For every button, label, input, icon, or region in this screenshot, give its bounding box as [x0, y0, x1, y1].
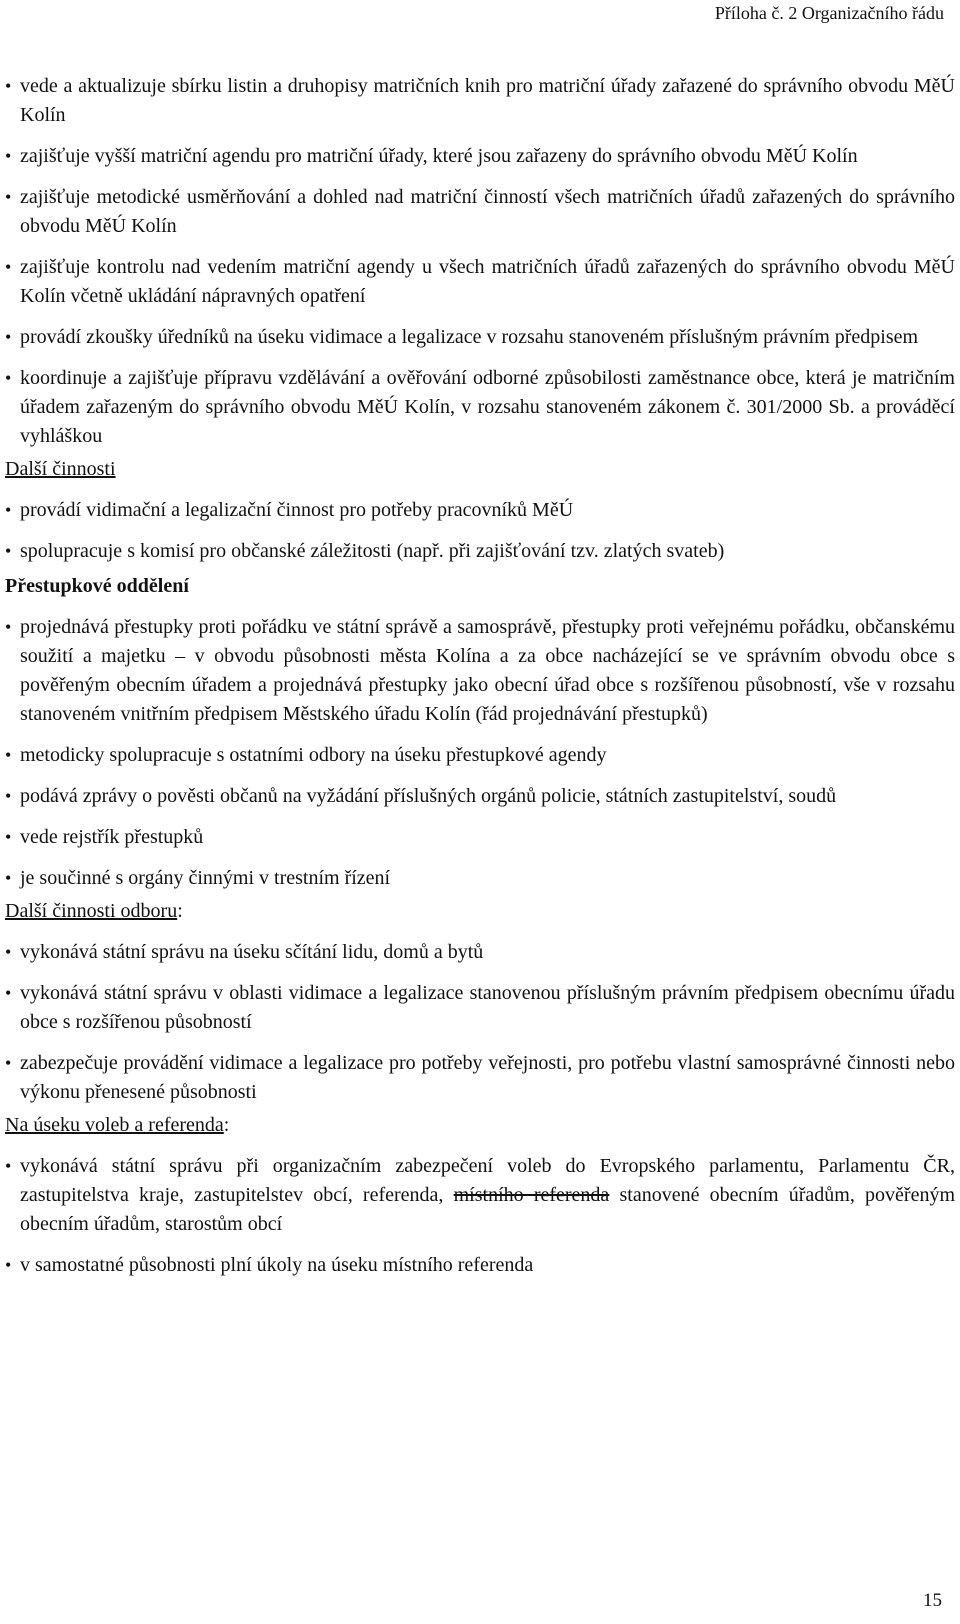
- list-matriky: [5, 72, 955, 451]
- list-item-text: vykonává státní správu na úseku sčítání lidu, domů a bytů: [20, 941, 484, 963]
- section-heading-volby-referenda: Na úseku voleb a referenda:: [5, 1114, 230, 1136]
- bullet-icon: •: [5, 500, 12, 520]
- bullet-icon: •: [5, 745, 12, 765]
- list-item-text: projednává přestupky proti pořádku ve státní správě a samosprávě, přestupky proti veřejnému pořádku, občanskému soužití a majetku – v obvodu působnosti města Kolína a za obce nacházející se ve správním obvodu obce s pověřeným obecním úřadem a projednává přestupky jako obecní úřad obce s rozšířenou působností, vše v rozsahu stanoveném vnitřním předpisem Městského úřadu Kolín (řád projednávání přestupků): [20, 616, 955, 725]
- bullet-icon: •: [5, 1053, 12, 1073]
- bullet-icon: •: [5, 1255, 12, 1275]
- list-item: [5, 741, 955, 770]
- bullet-icon: •: [5, 187, 12, 207]
- section-heading-prestupkove-oddeleni: Přestupkové oddělení: [5, 575, 189, 597]
- list-item-text: zajišťuje vyšší matriční agendu pro matriční úřady, které jsou zařazeny do správního obvodu MěÚ Kolín: [20, 145, 858, 167]
- list-item: [5, 864, 955, 893]
- list-item: [5, 823, 955, 852]
- bullet-icon: •: [5, 368, 12, 388]
- list-item-text: zajišťuje kontrolu nad vedením matriční agendy u všech matričních úřadů zařazených do správního obvodu MěÚ Kolín včetně ukládání nápravných opatření: [20, 256, 955, 307]
- list-item: [5, 782, 955, 811]
- struck-text: místního referenda: [453, 1184, 610, 1206]
- list-item: [5, 613, 955, 729]
- section-heading-dalsi-cinnosti: Další činnosti: [5, 458, 116, 480]
- list-item-text: zabezpečuje provádění vidimace a legalizace pro potřeby veřejnosti, pro potřebu vlastní samosprávné činnosti nebo výkonu přenesené působnosti: [20, 1052, 955, 1103]
- list-item: [5, 1049, 955, 1107]
- list-item-text: provádí vidimační a legalizační činnost pro potřeby pracovníků MěÚ: [20, 499, 574, 521]
- list-item-text: provádí zkoušky úředníků na úseku vidimace a legalizace v rozsahu stanoveném příslušným právním předpisem: [20, 326, 919, 348]
- list-dalsi-cinnosti: [5, 496, 955, 566]
- bullet-icon: •: [5, 1156, 12, 1176]
- bullet-icon: •: [5, 617, 12, 637]
- list-item-text: metodicky spolupracuje s ostatními odbory na úseku přestupkové agendy: [20, 744, 607, 766]
- page-header: Příloha č. 2 Organizačního řádu: [714, 3, 944, 23]
- bullet-icon: •: [5, 827, 12, 847]
- list-item: [5, 142, 955, 171]
- bullet-icon: •: [5, 257, 12, 277]
- bullet-icon: •: [5, 541, 12, 561]
- list-item-text: vede rejstřík přestupků: [20, 826, 204, 848]
- page-number: 15: [923, 1590, 942, 1611]
- list-item: [5, 253, 955, 311]
- list-item: [5, 979, 955, 1037]
- list-item: [5, 537, 955, 566]
- list-item-text: vykonává státní správu v oblasti vidimace a legalizace stanovenou příslušným právním předpisem obecnímu úřadu obce s rozšířenou působností: [20, 982, 955, 1033]
- list-item: [5, 1251, 955, 1280]
- document-body: [5, 72, 955, 1292]
- list-item: [5, 1152, 955, 1239]
- list-item-text: koordinuje a zajišťuje přípravu vzdělávání a ověřování odborné způsobilosti zaměstnance obce, která je matričním úřadem zařazeným do správního obvodu MěÚ Kolín, v rozsahu stanoveném zákonem č. 301/2000 Sb. a prováděcí vyhláškou: [20, 367, 955, 447]
- list-item-text: je součinné s orgány činnými v trestním řízení: [20, 867, 391, 889]
- list-prestupky: [5, 613, 955, 893]
- list-item: [5, 938, 955, 967]
- bullet-icon: •: [5, 327, 12, 347]
- list-item: [5, 323, 955, 352]
- bullet-icon: •: [5, 146, 12, 166]
- list-item-text: vykonává státní správu při organizačním zabezpečení voleb do Evropského parlamentu, Parlamentu ČR, zastupitelstva kraje, zastupitelstev obcí, referenda, místního referenda stanovené obecním úřadům, pověřeným obecním úřadům, starostům obcí: [20, 1155, 956, 1235]
- section-heading-dalsi-cinnosti-odboru: Další činnosti odboru:: [5, 900, 183, 922]
- list-item: [5, 72, 955, 130]
- bullet-icon: •: [5, 786, 12, 806]
- list-item-text: vede a aktualizuje sbírku listin a druhopisy matričních knih pro matriční úřady zařazené do správního obvodu MěÚ Kolín: [20, 75, 955, 126]
- list-item: [5, 183, 955, 241]
- bullet-icon: •: [5, 942, 12, 962]
- bullet-icon: •: [5, 868, 12, 888]
- bullet-icon: •: [5, 983, 12, 1003]
- list-item: [5, 364, 955, 451]
- list-item-text: spolupracuje s komisí pro občanské záležitosti (např. při zajišťování tzv. zlatých svateb): [20, 540, 725, 562]
- list-dalsi-cinnosti-odboru: [5, 938, 955, 1107]
- list-item-text: podává zprávy o pověsti občanů na vyžádání příslušných orgánů policie, státních zastupitelství, soudů: [20, 785, 837, 807]
- list-item: [5, 496, 955, 525]
- bullet-icon: •: [5, 76, 12, 96]
- list-volby: [5, 1152, 955, 1280]
- list-item-text: v samostatné působnosti plní úkoly na úseku místního referenda: [20, 1254, 534, 1276]
- list-item-text: zajišťuje metodické usměrňování a dohled nad matriční činností všech matričních úřadů zařazených do správního obvodu MěÚ Kolín: [20, 186, 955, 237]
